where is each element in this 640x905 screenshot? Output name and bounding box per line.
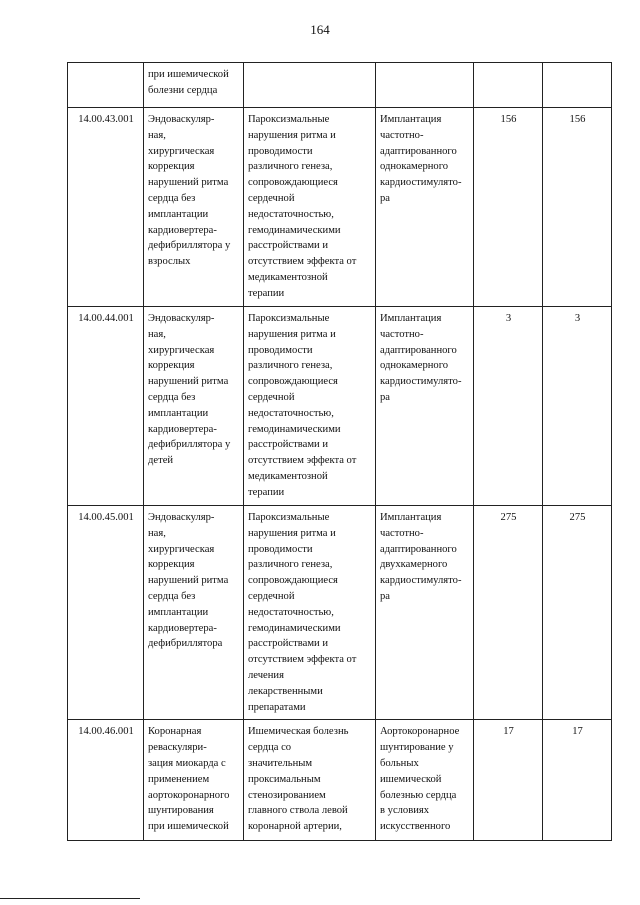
row-name-cell: при ишемической болезни сердца [144,63,244,108]
row-value-1-cell: 17 [474,720,543,841]
table-row [68,63,612,108]
procedures-table [67,62,612,841]
table-row [68,307,612,506]
row-code-cell: 14.00.43.001 [68,108,144,307]
row-indication-cell: Пароксизмальные нарушения ритма и проводимости различного генеза, сопровождающиеся сердечной недостаточностью, гемодинамическими расстройствами и отсутствием эффекта от лечения лекарственными препаратами [244,506,376,720]
row-value-1-cell: 3 [474,307,543,506]
row-value-1-cell: 275 [474,506,543,720]
row-name-cell: Эндоваскуляр- ная, хирургическая коррекция нарушений ритма сердца без имплантации кардиовертера- дефибриллятора [144,506,244,720]
table-row [68,720,612,841]
row-code-cell: 14.00.46.001 [68,720,144,841]
row-value-2-cell: 17 [543,720,612,841]
row-value-1-cell: 156 [474,108,543,307]
row-value-2-cell: 156 [543,108,612,307]
row-name-cell: Эндоваскуляр- ная, хирургическая коррекция нарушений ритма сердца без имплантации кардиовертера- дефибриллятора у взрослых [144,108,244,307]
row-method-cell: Имплантация частотно- адаптированного однокамерного кардиостимулято- ра [376,108,474,307]
table-row [68,108,612,307]
row-code-cell: 14.00.44.001 [68,307,144,506]
row-name-cell: Коронарная реваскуляри- зация миокарда с применением аортокоронарного шунтирования при ишемической [144,720,244,841]
row-value-2-cell [543,63,612,108]
row-value-2-cell: 3 [543,307,612,506]
row-indication-cell: Пароксизмальные нарушения ритма и проводимости различного генеза, сопровождающиеся сердечной недостаточностью, гемодинамическими расстройствами и отсутствием эффекта от медикаментозной терапии [244,307,376,506]
row-name-cell: Эндоваскуляр- ная, хирургическая коррекция нарушений ритма сердца без имплантации кардиовертера- дефибриллятора у детей [144,307,244,506]
row-method-cell [376,63,474,108]
row-method-cell: Имплантация частотно- адаптированного однокамерного кардиостимулято- ра [376,307,474,506]
row-method-cell: Аортокоронарное шунтирование у больных ишемической болезнью сердца в условиях искусственного [376,720,474,841]
row-code-cell [68,63,144,108]
row-value-2-cell: 275 [543,506,612,720]
row-indication-cell [244,63,376,108]
row-code-cell: 14.00.45.001 [68,506,144,720]
row-indication-cell: Ишемическая болезнь сердца со значительным проксимальным стенозированием главного ствола левой коронарной артерии, [244,720,376,841]
page-number: 164 [310,22,330,37]
table-row [68,506,612,720]
footnote-divider [0,898,140,899]
row-value-1-cell [474,63,543,108]
row-indication-cell: Пароксизмальные нарушения ритма и проводимости различного генеза, сопровождающиеся сердечной недостаточностью, гемодинамическими расстройствами и отсутствием эффекта от медикаментозной терапии [244,108,376,307]
row-method-cell: Имплантация частотно- адаптированного двухкамерного кардиостимулято- ра [376,506,474,720]
